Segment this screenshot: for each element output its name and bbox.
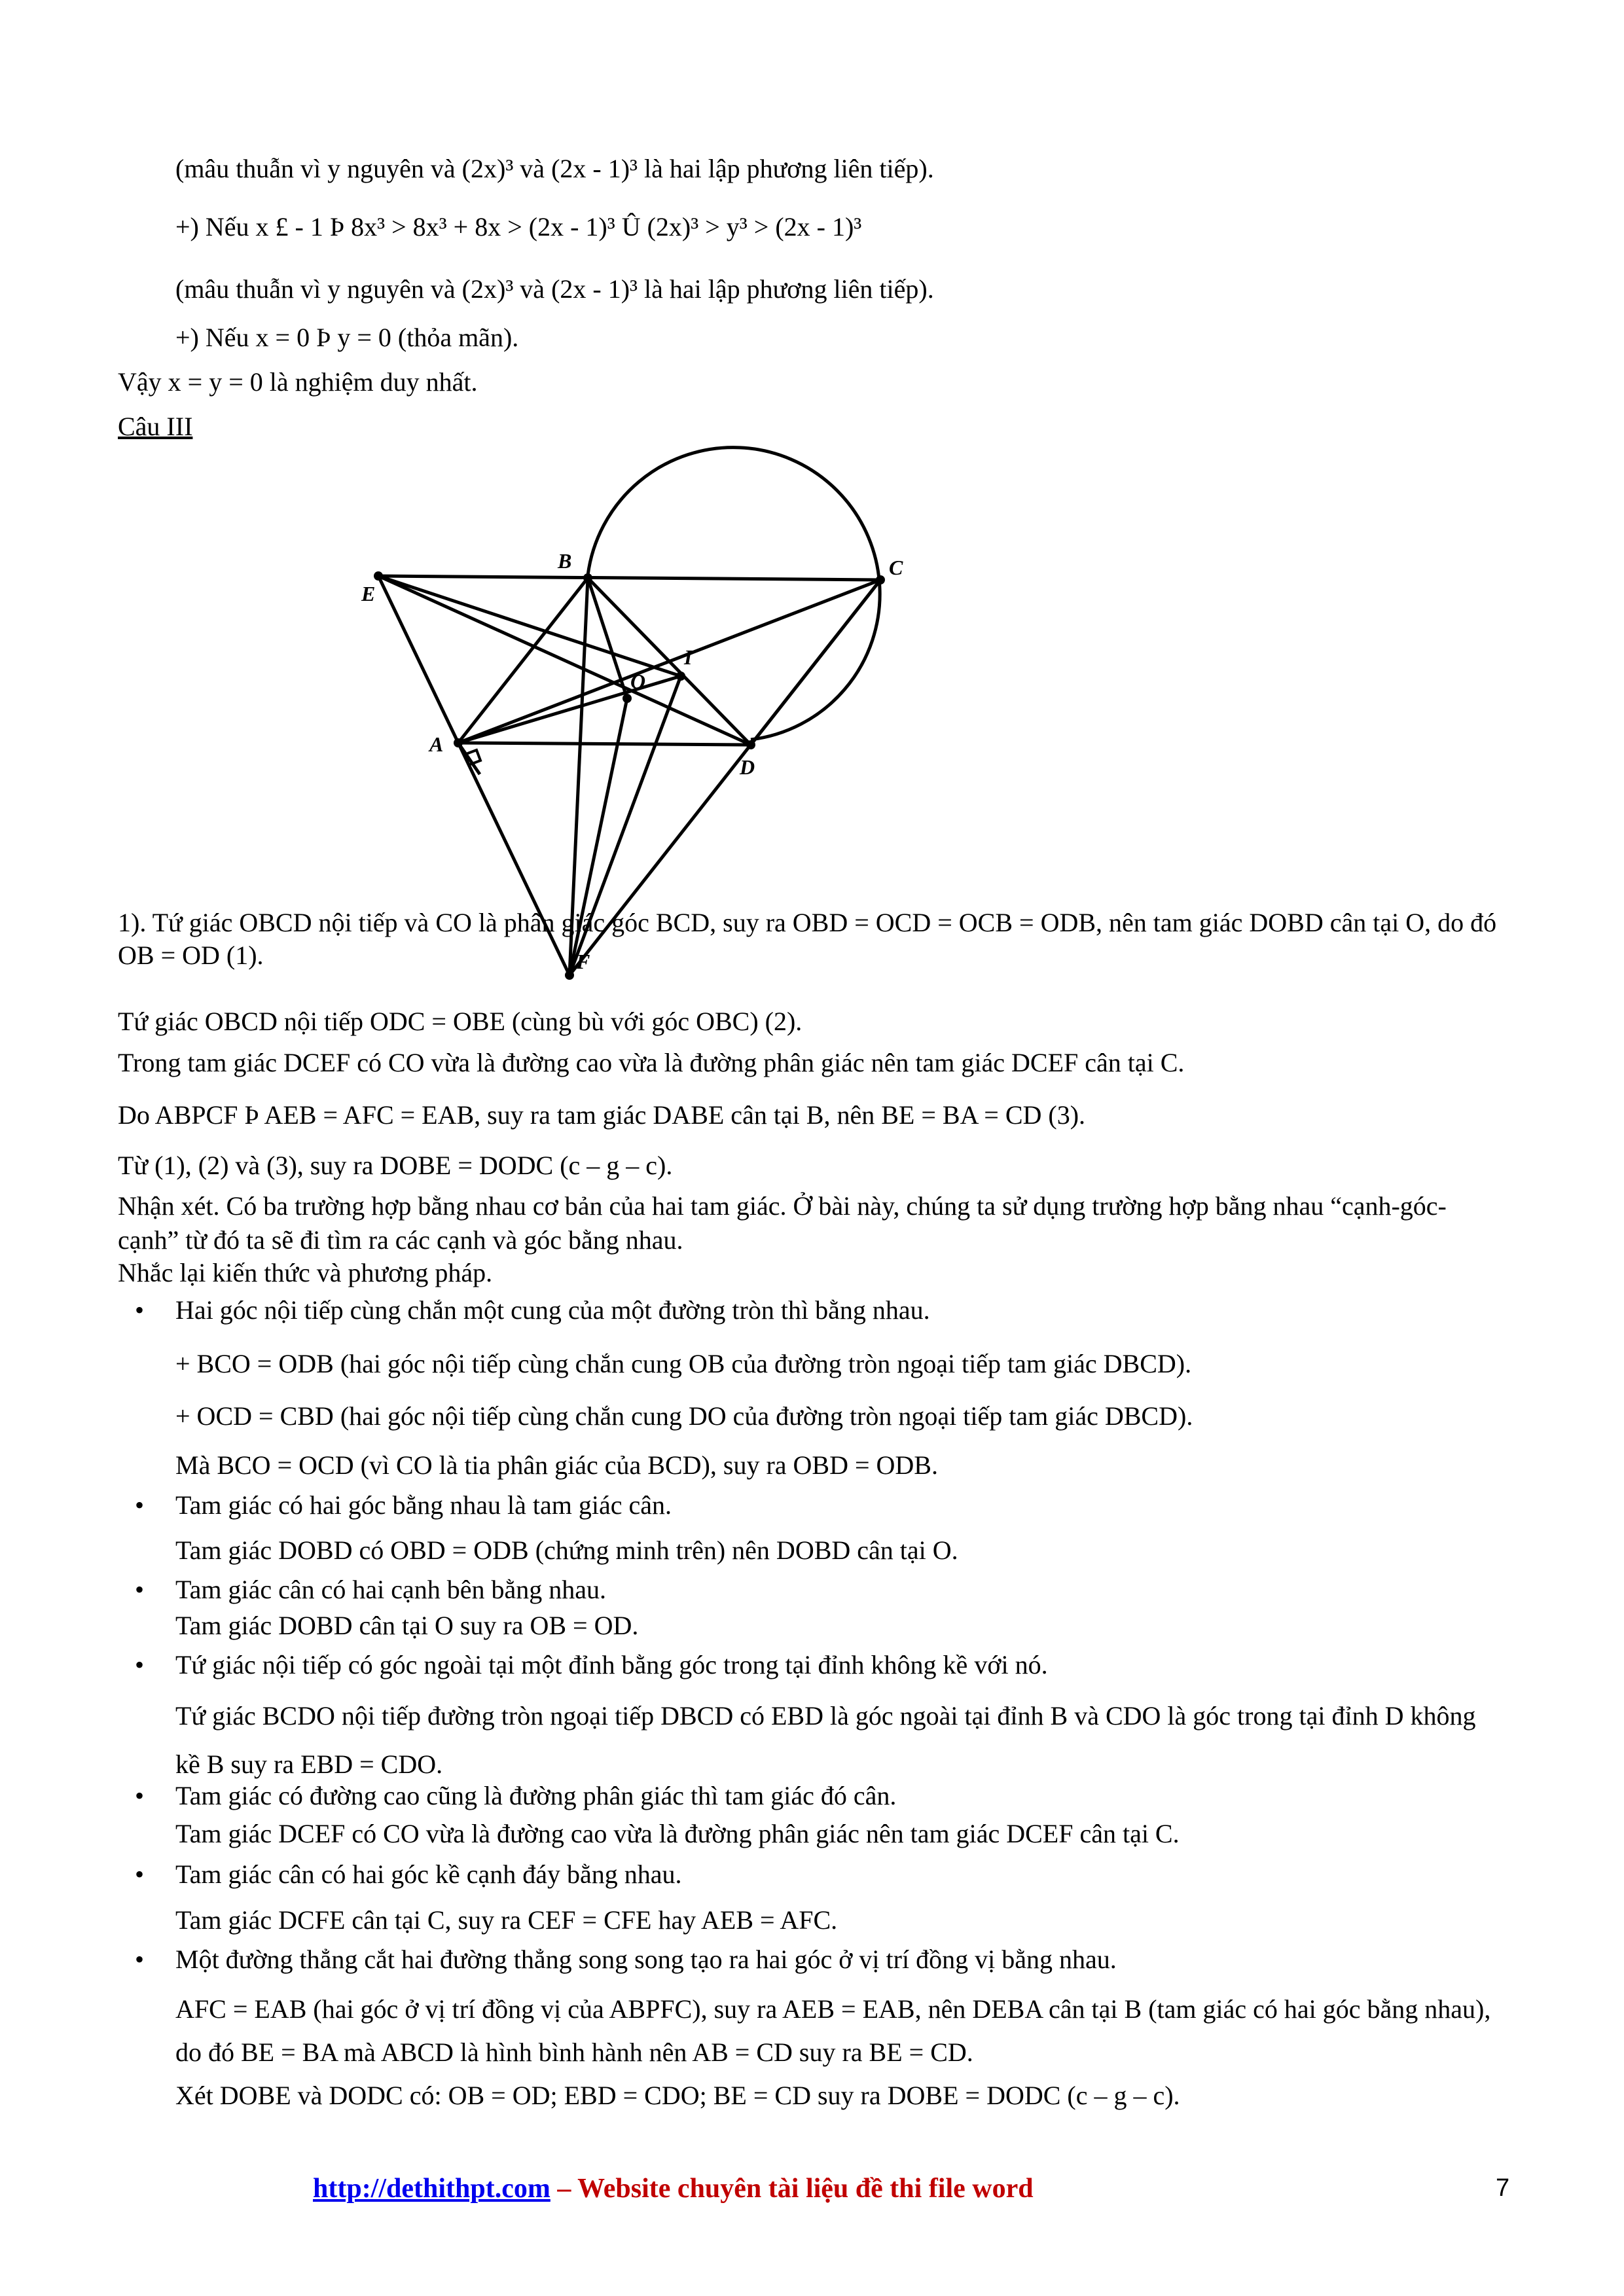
text-line-4: +) Nếu x = 0 Þ y = 0 (thỏa mãn).	[175, 323, 519, 352]
label-C: C	[889, 556, 903, 579]
label-E: E	[361, 582, 376, 605]
geometry-figure	[353, 445, 929, 982]
point-B	[583, 573, 592, 583]
text-line-2: +) Nếu x £ - 1 Þ 8x³ > 8x³ + 8x > (2x - 1)³ Û (2x)³ > y³ > (2x - 1)³	[175, 212, 862, 242]
text-line-3: (mâu thuẫn vì y nguyên và (2x)³ và (2x - 1)³ là hai lập phương liên tiếp).	[175, 274, 934, 304]
bullet-1-line-a: + BCO = ODB (hai góc nội tiếp cùng chắn cung OB của đường tròn ngoại tiếp tam giác DBCD).	[175, 1349, 1192, 1378]
text-line-5: Vậy x = y = 0 là nghiệm duy nhất.	[118, 367, 478, 397]
paragraph-4: Do ABPCF Þ AEB = AFC = EAB, suy ra tam giác DABE cân tại B, nên BE = BA = CD (3).	[118, 1100, 1086, 1130]
label-B: B	[558, 549, 572, 573]
line-ED	[378, 576, 751, 745]
bullet-7-line-a: AFC = EAB (hai góc ở vị trí đồng vị của ABPFC), suy ra AEB = EAB, nên DEBA cân tại B (tam giác có hai góc bằng nhau), do đó BE = BA mà ABCD là hình bình hành nên AB = CD suy ra BE = CD.	[175, 1994, 1491, 2067]
text-line-1: (mâu thuẫn vì y nguyên và (2x)³ và (2x - 1)³ là hai lập phương liên tiếp).	[175, 154, 934, 183]
bullet-1-line-b: + OCD = CBD (hai góc nội tiếp cùng chắn cung DO của đường tròn ngoại tiếp tam giác DBCD).	[175, 1401, 1193, 1431]
bullet-5: • Tam giác có đường cao cũng là đường phân giác thì tam giác đó cân.	[175, 1780, 896, 1812]
perp-foot	[458, 743, 480, 774]
bullet-6: • Tam giác cân có hai góc kề cạnh đáy bằng nhau.	[175, 1859, 682, 1890]
paragraph-6: Nhận xét. Có ba trường hợp bằng nhau cơ bản của hai tam giác. Ở bài này, chúng ta sử dụng trường hợp bằng nhau “cạnh-góc-cạnh” từ đó ta sẽ đi tìm ra các cạnh và góc bằng nhau.	[118, 1191, 1447, 1255]
bullet-1-line-c: Mà BCO = OCD (vì CO là tia phân giác của BCD), suy ra OBD = ODB.	[175, 1450, 938, 1480]
point-O	[623, 694, 632, 703]
bullet-2: • Tam giác có hai góc bằng nhau là tam giác cân.	[175, 1490, 672, 1521]
bullet-7: • Một đường thẳng cắt hai đường thẳng song song tạo ra hai góc ở vị trí đồng vị bằng nhau.	[175, 1944, 1117, 1975]
bullet-7-line-b: Xét DOBE và DODC có: OB = OD; EBD = CDO; BE = CD suy ra DOBE = DODC (c – g – c).	[175, 2081, 1180, 2110]
bullet-3: • Tam giác cân có hai cạnh bên bằng nhau.	[175, 1574, 606, 1605]
label-I: I	[684, 645, 693, 669]
label-O: O	[630, 670, 646, 693]
page-number: 7	[1496, 2174, 1510, 2202]
line-AD	[458, 743, 751, 745]
section-heading: Câu III	[118, 412, 193, 441]
bullet-6-line-a: Tam giác DCFE cân tại C, suy ra CEF = CFE hay AEB = AFC.	[175, 1905, 838, 1935]
paragraph-5: Từ (1), (2) và (3), suy ra DOBE = DODC (c – g – c).	[118, 1151, 673, 1180]
bullet-3-line-a: Tam giác DOBD cân tại O suy ra OB = OD.	[175, 1611, 639, 1640]
paragraph-3: Trong tam giác DCEF có CO vừa là đường cao vừa là đường phân giác nên tam giác DCEF cân tại C.	[118, 1048, 1185, 1077]
bullet-4: • Tứ giác nội tiếp có góc ngoài tại một đỉnh bằng góc trong tại đỉnh không kề với nó.	[175, 1649, 1048, 1681]
line-EC	[378, 576, 880, 580]
point-C	[876, 575, 885, 584]
paragraph-7: Nhắc lại kiến thức và phương pháp.	[118, 1258, 493, 1287]
footer-text: – Website chuyên tài liệu đề thi file word	[550, 2174, 1034, 2204]
point-D	[746, 740, 755, 749]
line-AI	[458, 676, 681, 743]
paragraph-2: Tứ giác OBCD nội tiếp ODC = OBE (cùng bù với góc OBC) (2).	[118, 1007, 803, 1036]
footer-link[interactable]: http://dethithpt.com	[313, 2174, 550, 2204]
bullet-5-line-a: Tam giác DCEF có CO vừa là đường cao vừa là đường phân giác nên tam giác DCEF cân tại C.	[175, 1819, 1180, 1848]
point-I	[676, 672, 685, 681]
paragraph-1: 1). Tứ giác OBCD nội tiếp và CO là phân giác góc BCD, suy ra OBD = OCD = OCB = ODB, nên tam giác DOBD cân tại O, do đó OB = OD (1).	[118, 908, 1497, 970]
point-A	[454, 738, 463, 747]
label-F: F	[576, 950, 590, 973]
footer	[313, 2173, 1034, 2204]
bullet-1: • Hai góc nội tiếp cùng chắn một cung của một đường tròn thì bằng nhau.	[175, 1295, 930, 1326]
bullet-2-line-a: Tam giác DOBD có OBD = ODB (chứng minh trên) nên DOBD cân tại O.	[175, 1535, 958, 1565]
label-D: D	[740, 755, 755, 779]
label-A: A	[429, 732, 444, 756]
circumcircle-arc	[588, 448, 880, 740]
point-F	[565, 971, 574, 980]
point-E	[374, 571, 383, 581]
bullet-4-line-a: Tứ giác BCDO nội tiếp đường tròn ngoại tiếp DBCD có EBD là góc ngoài tại đỉnh B và CDO là góc trong tại đỉnh D không kề B suy ra EBD = CDO.	[175, 1701, 1476, 1779]
